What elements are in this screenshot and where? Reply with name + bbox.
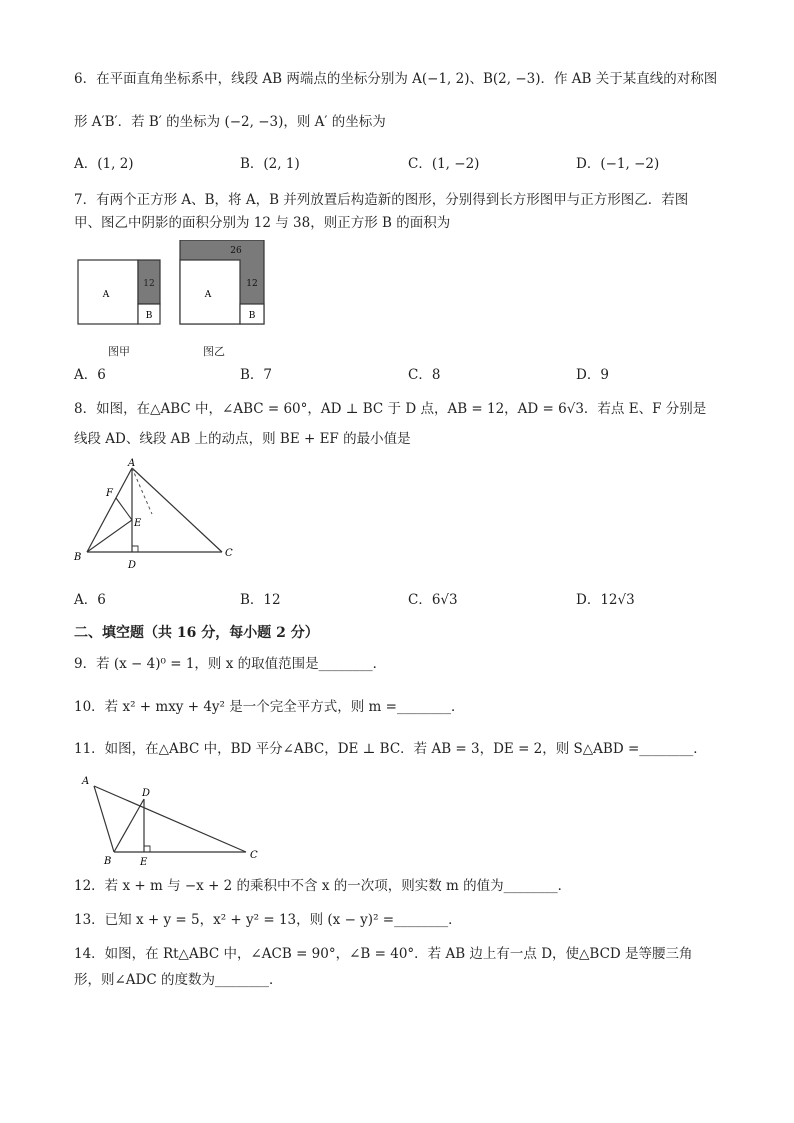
- q8-option-b: B．12: [240, 592, 281, 608]
- q11-side-ab: [94, 786, 114, 852]
- figure-yi: [180, 240, 264, 324]
- q7-option-b: B．7: [240, 367, 273, 383]
- q11-label-a: A: [82, 776, 90, 787]
- q8-segment-be: [87, 520, 132, 552]
- jia-label-a: A: [102, 290, 110, 300]
- q8-right-angle-mark: [132, 546, 138, 552]
- q8-option-a: A．6: [74, 592, 106, 608]
- q11-label-d: D: [142, 788, 151, 799]
- q6-option-b: B．(2, 1): [240, 156, 300, 172]
- jia-label-b: B: [145, 311, 153, 321]
- q14-line1: 14．如图，在 Rt△ABC 中，∠ACB = 90°，∠B = 40°．若 AB 边上有一点 D，使△BCD 是等腰三角: [74, 946, 693, 962]
- q11-triangle-figure: [74, 766, 274, 866]
- q11-line1: 11．如图，在△ABC 中，BD 平分∠ABC，DE ⊥ BC．若 AB = 3，DE = 2，则 S△ABD =________．: [74, 741, 707, 757]
- q8-option-d: D．12√3: [576, 592, 635, 608]
- jia-shade-note: 12: [143, 279, 155, 289]
- q7-line1: 7．有两个正方形 A、B，将 A，B 并列放置后构造新的图形，分别得到长方形图甲与正方形图乙．若图: [74, 192, 689, 208]
- q11-label-b: B: [104, 856, 112, 866]
- q8-label-c: C: [225, 548, 233, 559]
- q7-caption-jia: 图甲: [108, 345, 130, 358]
- q11-label-e: E: [140, 857, 148, 866]
- q8-triangle-figure: [70, 456, 250, 576]
- q11-bisector-bd: [114, 799, 144, 852]
- q8-dashed-line: [132, 468, 152, 514]
- q8-label-e: E: [134, 518, 142, 529]
- yi-shade-note: 12: [246, 279, 258, 289]
- q8-segment-ef: [116, 498, 132, 520]
- q7-figures: [76, 240, 276, 335]
- q8-label-b: B: [74, 552, 82, 563]
- figure-jia: [78, 260, 160, 324]
- q12-text: 12．若 x + m 与 −x + 2 的乘积中不含 x 的一次项，则实数 m 的值为________．: [74, 878, 572, 894]
- q13-text: 13．已知 x + y = 5，x² + y² = 13，则 (x − y)² =________．: [74, 912, 462, 928]
- q8-label-d: D: [128, 560, 137, 571]
- q7-option-c: C．8: [408, 367, 441, 383]
- yi-shade-top: 26: [230, 246, 242, 256]
- q6-line2: 形 A′B′．若 B′ 的坐标为 (−2, −3)，则 A′ 的坐标为: [74, 114, 386, 130]
- q6-option-d: D．(−1, −2): [576, 156, 660, 172]
- q8-label-f: F: [106, 488, 113, 499]
- q11-right-angle-mark: [144, 846, 150, 852]
- q8-option-c: C．6√3: [408, 592, 458, 608]
- section-fill-in-title: 二、填空题（共 16 分，每小题 2 分）: [74, 625, 319, 641]
- q8-label-a: A: [128, 458, 136, 469]
- q11-label-c: C: [250, 850, 258, 861]
- q6-line1: 6．在平面直角坐标系中，线段 AB 两端点的坐标分别为 A(−1, 2)、B(2, −3)．作 AB 关于某直线的对称图: [74, 71, 718, 87]
- yi-label-b: B: [248, 311, 256, 321]
- q11-side-ac: [94, 786, 246, 852]
- q6-option-a: A．(1, 2): [74, 156, 134, 172]
- q8-line1: 8．如图，在△ABC 中，∠ABC = 60°，AD ⊥ BC 于 D 点，AB = 12，AD = 6√3．若点 E、F 分别是: [74, 401, 707, 417]
- q7-line2: 甲、图乙中阴影的面积分别为 12 与 38，则正方形 B 的面积为: [74, 215, 451, 231]
- q14-line2: 形，则∠ADC 的度数为________．: [74, 972, 283, 988]
- q7-option-a: A．6: [74, 367, 106, 383]
- q8-line2: 线段 AD、线段 AB 上的动点，则 BE + EF 的最小值是: [74, 431, 411, 447]
- q7-caption-yi: 图乙: [203, 345, 225, 358]
- q8-side-ac: [132, 468, 222, 552]
- yi-label-a: A: [204, 290, 212, 300]
- q7-option-d: D．9: [576, 367, 609, 383]
- q6-option-c: C．(1, −2): [408, 156, 480, 172]
- q9-text: 9．若 (x − 4)⁰ = 1，则 x 的取值范围是________．: [74, 656, 387, 672]
- q10-text: 10．若 x² + mxy + 4y² 是一个完全平方式，则 m =________．: [74, 699, 465, 715]
